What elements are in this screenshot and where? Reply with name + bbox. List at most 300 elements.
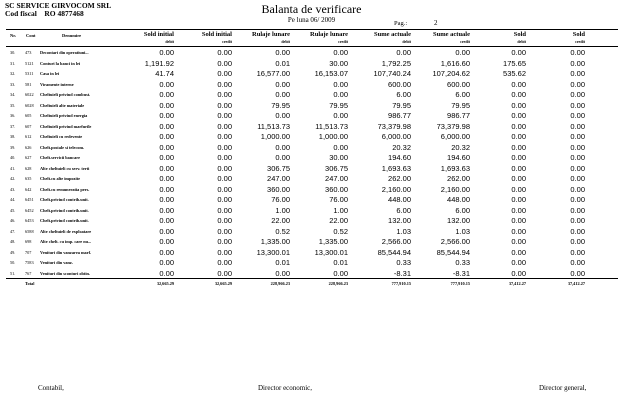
amount-cell: 0.00 [511,174,526,183]
amount-cell: 20.32 [392,142,411,152]
amount-cell: 0.00 [570,132,585,141]
account-code: 5311 [25,71,34,76]
column-header: Sume actuale [373,31,411,38]
amount-cell: 0.52 [275,226,290,236]
amount-cell: 0.00 [396,48,411,57]
table-row [0,111,623,121]
amount-cell: 0.00 [159,247,174,257]
column-header: Sold initial [143,31,174,38]
column-subheader: debit [402,39,411,44]
amount-cell: 0.00 [570,226,585,236]
amount-cell: 0.00 [159,121,174,131]
amount-cell: 132.00 [447,216,470,225]
amount-cell: 107,740.24 [373,69,411,78]
table-row [0,59,623,69]
table-row [0,69,623,79]
amount-cell: 0.00 [511,205,526,215]
amount-cell: 1,335.00 [318,237,348,246]
page-number: 2 [434,19,438,27]
header-nr: Nr. [10,33,16,38]
account-name: Alte cheltuieli cu serv. terti [40,165,90,171]
row-number: 41. [10,165,16,171]
account-name: Chelt.cu alte impozite [40,176,80,181]
account-name: Chelt.servicii bancare [40,155,81,160]
amount-cell: 1.03 [396,226,411,236]
amount-cell: 0.00 [217,58,232,68]
amount-cell: 0.00 [570,237,585,246]
amount-cell: 0.00 [159,132,174,141]
amount-cell: 0.00 [217,132,232,141]
amount-cell: 2,160.00 [440,184,470,194]
fiscal-label: Cod fiscal [5,9,37,18]
row-number: 48. [10,239,16,244]
table-row [0,132,623,142]
amount-cell: 262.00 [447,174,470,183]
amount-cell: 0.00 [570,121,585,131]
account-name: Chelt.privind contrib.unit. [40,207,89,213]
total-cell: 32,665.29 [214,281,232,286]
amount-cell: 0.00 [217,247,232,257]
amount-cell: 1,335.00 [260,237,290,246]
account-name: Venituri din vanz. [40,260,73,265]
amount-cell: 0.00 [511,79,526,89]
row-number: 32. [10,71,16,76]
amount-cell: 0.00 [511,163,526,173]
amount-cell: 0.00 [159,268,174,278]
amount-cell: 194.60 [447,153,470,162]
account-name: Conturi la banci in lei [40,60,81,66]
amount-cell: 0.00 [511,184,526,194]
account-name: Decontari din operatiuni... [40,50,89,55]
row-number: 43. [10,186,16,192]
amount-cell: 0.00 [159,195,174,204]
amount-cell: 79.95 [271,100,290,110]
amount-cell: -8.31 [452,268,470,278]
amount-cell: 0.00 [159,153,174,162]
amount-cell: 0.00 [217,153,232,162]
amount-cell: 0.00 [570,142,585,152]
amount-cell: 0.01 [275,258,290,267]
table-row [0,206,623,216]
amount-cell: 22.00 [271,216,290,225]
amount-cell: 6,000.00 [440,132,470,141]
amount-cell: 0.00 [570,100,585,110]
amount-cell: 6.00 [455,90,470,99]
account-name: Viramente interne [40,81,74,87]
account-code: 581 [25,81,32,87]
table-row [0,101,623,111]
amount-cell: 0.00 [570,153,585,162]
amount-cell: 306.75 [267,163,290,173]
row-number: 40. [10,155,16,160]
amount-cell: 360.00 [267,184,290,194]
amount-cell: 79.95 [329,100,348,110]
amount-cell: 0.00 [275,48,290,57]
signature-accountant: Contabil, [38,384,64,392]
account-name: Alte chelt. cu imp. care nu... [40,239,92,244]
amount-cell: 0.00 [159,216,174,225]
total-cell: 777,910.15 [450,281,470,286]
row-number: 30. [10,50,16,55]
amount-cell: 0.00 [159,237,174,246]
account-code: 635 [25,176,32,181]
header-denumire: Denumire [62,33,82,38]
row-number: 44. [10,197,16,202]
amount-cell: 2,566.00 [440,237,470,246]
amount-cell: 0.00 [217,174,232,183]
account-name: Cheltuieli privind marfurile [40,123,92,129]
column-header: Sold initial [201,31,232,38]
account-code: 6452 [25,207,34,213]
row-number: 36. [10,113,16,118]
amount-cell: 11,513.73 [257,121,290,131]
table-row [0,185,623,195]
amount-cell: 1.03 [455,226,470,236]
amount-cell: 0.00 [511,237,526,246]
amount-cell: 448.00 [447,195,470,204]
table-row [0,122,623,132]
fiscal-code: RO 4877468 [44,9,84,18]
amount-cell: 22.00 [329,216,348,225]
table-row [0,80,623,90]
amount-cell: 0.00 [511,142,526,152]
row-number: 33. [10,81,16,87]
amount-cell: 0.00 [217,121,232,131]
table-row [0,90,623,100]
column-header: Rulaje lunare [252,31,290,38]
amount-cell: 0.00 [570,163,585,173]
amount-cell: 0.00 [511,90,526,99]
amount-cell: 0.01 [333,258,348,267]
amount-cell: 1,693.63 [381,163,411,173]
amount-cell: 0.00 [159,184,174,194]
column-subheader: debit [281,39,290,44]
account-name: Cheltuieli alte materiale [40,102,85,108]
row-number: 31. [10,60,16,66]
account-code: 5121 [25,60,34,66]
account-code: 6588 [25,228,34,234]
amount-cell: 0.00 [275,268,290,278]
amount-cell: 0.00 [217,79,232,89]
amount-cell: 0.00 [511,258,526,267]
account-name: Alte cheltuieli de exploatare [40,228,92,234]
report-title: Balanta de verificare [261,2,362,16]
amount-cell: 0.00 [217,226,232,236]
account-code: 605 [25,113,32,118]
signature-general-director: Director general, [539,384,587,392]
column-header: Sold [572,31,585,38]
amount-cell: 0.00 [217,195,232,204]
account-code: 607 [25,123,32,129]
amount-cell: 0.00 [333,111,348,120]
totals-rule [6,278,618,279]
amount-cell: 0.00 [511,121,526,131]
amount-cell: 16,153.07 [314,69,348,78]
row-number: 46. [10,218,16,223]
amount-cell: 0.00 [455,48,470,57]
amount-cell: 0.00 [570,258,585,267]
amount-cell: 0.00 [570,216,585,225]
signature-economic-director: Director economic, [258,384,313,392]
account-code: 767 [25,270,32,276]
amount-cell: 1.00 [275,205,290,215]
amount-cell: 0.00 [275,111,290,120]
row-number: 34. [10,92,16,97]
amount-cell: 0.00 [159,100,174,110]
amount-cell: 0.00 [217,184,232,194]
amount-cell: 0.00 [511,100,526,110]
report-title-block [0,3,623,24]
amount-cell: 85,544.94 [377,247,411,257]
amount-cell: 0.00 [570,58,585,68]
amount-cell: 11,513.73 [315,121,348,131]
column-subheader: credit [338,39,348,44]
amount-cell: 6.00 [455,205,470,215]
account-code: 6451 [25,197,34,202]
amount-cell: 73,379.98 [377,121,411,131]
column-subheader: credit [575,39,585,44]
table-row [0,174,623,184]
amount-cell: 0.00 [159,48,174,57]
amount-cell: 0.00 [275,153,290,162]
amount-cell: 0.00 [333,142,348,152]
account-name: Chelt.privind contrib.unit. [40,197,89,202]
account-code: 698 [25,239,32,244]
amount-cell: 0.00 [570,79,585,89]
table-row [0,153,623,163]
table-row [0,143,623,153]
amount-cell: 986.77 [388,111,411,120]
column-subheader: debit [165,39,174,44]
amount-cell: 0.00 [159,174,174,183]
page-label: Pag.: [394,20,408,27]
amount-cell: 0.00 [570,90,585,99]
amount-cell: 13,300.01 [314,247,348,257]
amount-cell: 0.00 [217,216,232,225]
amount-cell: 13,300.01 [256,247,290,257]
amount-cell: 0.00 [511,216,526,225]
totals-label: Total [25,281,35,286]
table-row [0,216,623,226]
row-number: 47. [10,228,16,234]
amount-cell: 600.00 [447,79,470,89]
total-cell: 37,412.27 [567,281,585,286]
amount-cell: 0.00 [570,205,585,215]
amount-cell: 0.00 [511,268,526,278]
amount-cell: 132.00 [388,216,411,225]
total-cell: 228,966.23 [270,281,290,286]
amount-cell: 247.00 [267,174,290,183]
amount-cell: 0.00 [217,48,232,57]
row-number: 37. [10,123,16,129]
amount-cell: 0.00 [159,79,174,89]
table-row [0,48,623,58]
amount-cell: 1,616.60 [440,58,470,68]
total-cell: 228,966.23 [328,281,348,286]
amount-cell: 0.00 [217,90,232,99]
amount-cell: 0.00 [159,163,174,173]
column-subheader: credit [222,39,232,44]
amount-cell: 41.74 [155,69,174,78]
amount-cell: 0.00 [217,142,232,152]
amount-cell: 0.00 [570,111,585,120]
amount-cell: 0.52 [333,226,348,236]
table-row [0,269,623,279]
row-number: 39. [10,144,16,150]
column-header: Sume actuale [432,31,470,38]
total-cell: 32,665.29 [156,281,174,286]
company-name: SC SERVICE GIRVOCOM SRL [5,1,112,10]
table-row [0,237,623,247]
amount-cell: 0.00 [511,247,526,257]
row-number: 51. [10,270,16,276]
amount-cell: 175.65 [503,58,526,68]
column-subheader: credit [460,39,470,44]
amount-cell: 30.00 [329,153,348,162]
account-name: Chelt.privind contrib.unit. [40,218,89,223]
row-number: 45. [10,207,16,213]
account-name: Cheltuieli privind energia [40,113,88,118]
amount-cell: 0.00 [570,195,585,204]
account-name: Cheltuieli privind combust. [40,92,91,97]
table-row [0,258,623,268]
report-period: Pe luna 06/ 2009 [287,16,336,24]
amount-cell: 535.62 [503,69,526,78]
amount-cell: 0.00 [159,90,174,99]
amount-cell: 1,191.92 [144,58,174,68]
amount-cell: 0.00 [511,111,526,120]
amount-cell: 107,204.62 [432,69,470,78]
amount-cell: 0.00 [333,79,348,89]
amount-cell: 0.00 [511,48,526,57]
amount-cell: 79.95 [392,100,411,110]
amount-cell: 0.33 [455,258,470,267]
amount-cell: 0.00 [570,247,585,257]
amount-cell: 2,160.00 [381,184,411,194]
amount-cell: 0.00 [217,163,232,173]
amount-cell: 448.00 [388,195,411,204]
total-cell: 777,910.15 [391,281,411,286]
header-bottom-rule [6,46,618,47]
account-name: Venituri din vanzarea marf. [40,249,92,255]
account-code: 6453 [25,218,34,223]
amount-cell: 85,544.94 [436,247,470,257]
account-code: 626 [25,144,32,150]
amount-cell: 0.00 [570,268,585,278]
amount-cell: 0.33 [396,258,411,267]
amount-cell: 0.00 [333,268,348,278]
account-code: 628 [25,165,32,171]
amount-cell: 0.00 [511,195,526,204]
amount-cell: 360.00 [325,184,348,194]
amount-cell: 0.00 [275,90,290,99]
amount-cell: 0.00 [333,90,348,99]
row-number: 49. [10,249,16,255]
amount-cell: 0.00 [511,226,526,236]
amount-cell: 0.00 [217,268,232,278]
amount-cell: 20.32 [451,142,470,152]
amount-cell: 0.00 [275,142,290,152]
account-name: Cheltuieli cu redevente [40,134,83,139]
amount-cell: 76.00 [329,195,348,204]
account-code: 6028 [25,102,34,108]
table-row [0,195,623,205]
amount-cell: 0.00 [333,48,348,57]
column-header: Sold [513,31,526,38]
account-name: Chelt.postale si telecom. [40,144,85,150]
amount-cell: 0.00 [570,184,585,194]
amount-cell: 0.00 [159,142,174,152]
amount-cell: 0.00 [159,258,174,267]
amount-cell: 262.00 [388,174,411,183]
row-number: 42. [10,176,16,181]
amount-cell: 1,792.25 [381,58,411,68]
amount-cell: 986.77 [447,111,470,120]
amount-cell: 0.00 [511,132,526,141]
account-code: 473 [25,50,32,55]
amount-cell: 0.00 [275,79,290,89]
account-code: 642 [25,186,32,192]
amount-cell: 0.00 [570,174,585,183]
total-cell: 37,412.27 [508,281,526,286]
amount-cell: 0.00 [159,226,174,236]
amount-cell: 1,000.00 [260,132,290,141]
column-header: Rulaje lunare [310,31,348,38]
table-row [0,248,623,258]
amount-cell: 0.00 [217,111,232,120]
amount-cell: 16,577.00 [256,69,290,78]
amount-cell: 79.95 [451,100,470,110]
row-number: 35. [10,102,16,108]
amount-cell: 194.60 [388,153,411,162]
row-number: 38. [10,134,16,139]
amount-cell: 1,693.63 [440,163,470,173]
header-cont: Cont [26,33,36,38]
amount-cell: 6.00 [396,205,411,215]
amount-cell: 76.00 [271,195,290,204]
amount-cell: 0.00 [570,48,585,57]
account-code: 7583 [25,260,34,265]
amount-cell: 0.01 [275,58,290,68]
amount-cell: 1,000.00 [318,132,348,141]
account-name: Chelt.cu remuneratia pers. [40,186,90,192]
amount-cell: 0.00 [217,237,232,246]
amount-cell: 0.00 [217,258,232,267]
amount-cell: 73,379.98 [436,121,470,131]
account-code: 707 [25,249,32,255]
amount-cell: 0.00 [217,100,232,110]
amount-cell: 1.00 [333,205,348,215]
table-row [0,227,623,237]
amount-cell: 0.00 [159,111,174,120]
column-subheader: debit [517,39,526,44]
account-name: Casa in lei [40,71,60,76]
amount-cell: 0.00 [217,205,232,215]
amount-cell: 306.75 [325,163,348,173]
account-code: 612 [25,134,32,139]
table-row [0,164,623,174]
amount-cell: 0.00 [570,69,585,78]
amount-cell: -8.31 [393,268,411,278]
amount-cell: 600.00 [388,79,411,89]
account-code: 627 [25,155,32,160]
amount-cell: 0.00 [511,153,526,162]
amount-cell: 6.00 [396,90,411,99]
amount-cell: 0.00 [159,205,174,215]
amount-cell: 6,000.00 [381,132,411,141]
row-number: 50. [10,260,16,265]
amount-cell: 247.00 [325,174,348,183]
